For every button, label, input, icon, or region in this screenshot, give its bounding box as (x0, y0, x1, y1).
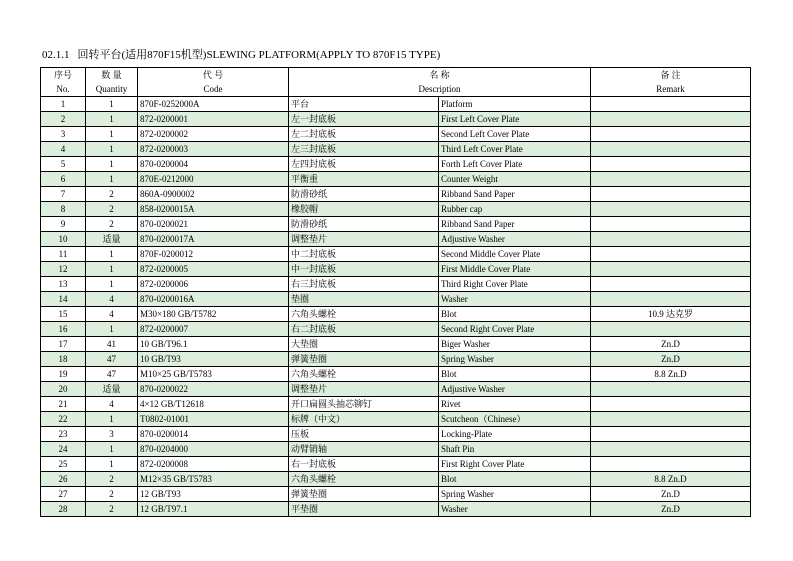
table-row (41, 157, 751, 172)
table-row (41, 202, 751, 217)
cell-code: 12 GB/T97.1 (138, 502, 289, 517)
cell-name-cn: 六角头螺栓 (289, 307, 439, 322)
cell-name-en: Counter Weight (439, 172, 591, 187)
cell-name-en: Spring Washer (439, 487, 591, 502)
cell-quantity: 41 (86, 337, 138, 352)
cell-name-cn: 左二封底板 (289, 127, 439, 142)
cell-name-en: Adjustive Washer (439, 232, 591, 247)
cell-code: 870-0204000 (138, 442, 289, 457)
cell-remark (591, 97, 751, 112)
cell-name-cn: 平垫圈 (289, 502, 439, 517)
cell-remark (591, 157, 751, 172)
cell-quantity: 1 (86, 442, 138, 457)
table-row (41, 172, 751, 187)
cell-no: 28 (41, 502, 86, 517)
cell-name-cn: 平衡重 (289, 172, 439, 187)
cell-no: 3 (41, 127, 86, 142)
cell-code: 10 GB/T96.1 (138, 337, 289, 352)
cell-name-cn: 防滑砂纸 (289, 217, 439, 232)
cell-remark (591, 457, 751, 472)
cell-remark (591, 172, 751, 187)
cell-remark (591, 322, 751, 337)
cell-name-en: Rubber cap (439, 202, 591, 217)
table-body (41, 97, 751, 517)
cell-no: 6 (41, 172, 86, 187)
cell-quantity: 2 (86, 487, 138, 502)
cell-quantity: 2 (86, 187, 138, 202)
cell-remark (591, 277, 751, 292)
cell-name-en: First Left Cover Plate (439, 112, 591, 127)
table-row (41, 442, 751, 457)
cell-quantity: 1 (86, 412, 138, 427)
table-row (41, 457, 751, 472)
cell-no: 27 (41, 487, 86, 502)
cell-remark (591, 112, 751, 127)
cell-name-en: First Right Cover Plate (439, 457, 591, 472)
cell-name-en: Shaft Pin (439, 442, 591, 457)
cell-code: M12×35 GB/T5783 (138, 472, 289, 487)
cell-name-en: Platform (439, 97, 591, 112)
cell-remark (591, 442, 751, 457)
cell-name-en: Second Right Cover Plate (439, 322, 591, 337)
cell-quantity: 适量 (86, 232, 138, 247)
header-code: 代 号 Code (138, 68, 289, 97)
cell-name-en: Adjustive Washer (439, 382, 591, 397)
cell-name-cn: 标牌（中文） (289, 412, 439, 427)
cell-name-en: Blot (439, 367, 591, 382)
cell-quantity: 4 (86, 397, 138, 412)
cell-code: M30×180 GB/T5782 (138, 307, 289, 322)
cell-name-en: Blot (439, 307, 591, 322)
header-quantity: 数 量 Quantity (86, 68, 138, 97)
cell-remark: Zn.D (591, 337, 751, 352)
cell-name-en: Forth Left Cover Plate (439, 157, 591, 172)
cell-name-cn: 左一封底板 (289, 112, 439, 127)
cell-remark (591, 217, 751, 232)
table-row (41, 292, 751, 307)
cell-code: M10×25 GB/T5783 (138, 367, 289, 382)
cell-quantity: 适量 (86, 382, 138, 397)
cell-remark (591, 232, 751, 247)
cell-remark (591, 202, 751, 217)
table-row (41, 337, 751, 352)
cell-quantity: 1 (86, 157, 138, 172)
cell-code: 870F-0200012 (138, 247, 289, 262)
cell-name-cn: 调整垫片 (289, 382, 439, 397)
cell-code: 870F-0252000A (138, 97, 289, 112)
cell-code: 872-0200007 (138, 322, 289, 337)
cell-no: 5 (41, 157, 86, 172)
cell-quantity: 2 (86, 502, 138, 517)
cell-remark (591, 247, 751, 262)
table-header-row (41, 68, 751, 97)
cell-remark: 8.8 Zn.D (591, 367, 751, 382)
cell-code: 870-0200014 (138, 427, 289, 442)
cell-no: 25 (41, 457, 86, 472)
cell-name-en: Locking-Plate (439, 427, 591, 442)
cell-no: 21 (41, 397, 86, 412)
cell-quantity: 4 (86, 307, 138, 322)
section-number: 02.1.1 (42, 49, 70, 61)
cell-remark (591, 262, 751, 277)
cell-no: 10 (41, 232, 86, 247)
cell-name-en: Washer (439, 502, 591, 517)
cell-name-cn: 压板 (289, 427, 439, 442)
table-row (41, 112, 751, 127)
cell-name-cn: 开口扁圆头抽芯铆钉 (289, 397, 439, 412)
cell-quantity: 1 (86, 247, 138, 262)
cell-name-cn: 防滑砂纸 (289, 187, 439, 202)
cell-remark (591, 127, 751, 142)
cell-remark (591, 412, 751, 427)
cell-name-cn: 动臂销轴 (289, 442, 439, 457)
cell-quantity: 1 (86, 112, 138, 127)
cell-name-cn: 中二封底板 (289, 247, 439, 262)
table-row (41, 322, 751, 337)
cell-no: 24 (41, 442, 86, 457)
cell-name-cn: 左三封底板 (289, 142, 439, 157)
table-row (41, 352, 751, 367)
cell-code: 4×12 GB/T12618 (138, 397, 289, 412)
section-title: 回转平台(适用870F15机型)SLEWING PLATFORM(APPLY TO 870F15 TYPE) (77, 49, 441, 61)
cell-name-en: Blot (439, 472, 591, 487)
cell-name-en: Spring Washer (439, 352, 591, 367)
table-row (41, 187, 751, 202)
cell-no: 15 (41, 307, 86, 322)
cell-name-cn: 弹簧垫圈 (289, 352, 439, 367)
cell-code: 872-0200002 (138, 127, 289, 142)
cell-name-en: Ribband Sand Paper (439, 217, 591, 232)
cell-name-cn: 左四封底板 (289, 157, 439, 172)
table-row (41, 262, 751, 277)
cell-name-cn: 六角头螺栓 (289, 367, 439, 382)
cell-name-cn: 中一封底板 (289, 262, 439, 277)
document-title (42, 46, 448, 62)
cell-code: 870E-0212000 (138, 172, 289, 187)
table-row (41, 277, 751, 292)
cell-no: 20 (41, 382, 86, 397)
cell-name-en: Second Left Cover Plate (439, 127, 591, 142)
cell-code: 870-0200004 (138, 157, 289, 172)
cell-code: 858-0200015A (138, 202, 289, 217)
cell-no: 9 (41, 217, 86, 232)
cell-no: 1 (41, 97, 86, 112)
cell-no: 17 (41, 337, 86, 352)
table-row (41, 217, 751, 232)
table-row (41, 502, 751, 517)
cell-code: T0802-01001 (138, 412, 289, 427)
cell-remark (591, 292, 751, 307)
cell-name-en: Washer (439, 292, 591, 307)
cell-remark (591, 397, 751, 412)
table-row (41, 97, 751, 112)
table-row (41, 367, 751, 382)
cell-remark (591, 142, 751, 157)
cell-remark: 8.8 Zn.D (591, 472, 751, 487)
cell-code: 870-0200017A (138, 232, 289, 247)
header-remark: 备 注 Remark (591, 68, 751, 97)
cell-remark (591, 187, 751, 202)
parts-table (40, 67, 751, 517)
cell-no: 14 (41, 292, 86, 307)
cell-code: 872-0200001 (138, 112, 289, 127)
cell-code: 870-0200021 (138, 217, 289, 232)
cell-remark: Zn.D (591, 487, 751, 502)
table-row (41, 397, 751, 412)
cell-name-cn: 弹簧垫圈 (289, 487, 439, 502)
cell-no: 13 (41, 277, 86, 292)
cell-name-en: First Middle Cover Plate (439, 262, 591, 277)
cell-no: 16 (41, 322, 86, 337)
cell-name-en: Ribband Sand Paper (439, 187, 591, 202)
cell-code: 872-0200006 (138, 277, 289, 292)
cell-quantity: 1 (86, 97, 138, 112)
cell-remark: Zn.D (591, 352, 751, 367)
cell-no: 8 (41, 202, 86, 217)
cell-quantity: 1 (86, 262, 138, 277)
cell-no: 23 (41, 427, 86, 442)
cell-name-en: Third Right Cover Plate (439, 277, 591, 292)
cell-quantity: 47 (86, 367, 138, 382)
cell-name-cn: 右三封底板 (289, 277, 439, 292)
cell-name-cn: 平台 (289, 97, 439, 112)
cell-no: 2 (41, 112, 86, 127)
cell-code: 860A-0900002 (138, 187, 289, 202)
table-row (41, 232, 751, 247)
cell-quantity: 1 (86, 277, 138, 292)
cell-quantity: 2 (86, 472, 138, 487)
cell-code: 872-0200005 (138, 262, 289, 277)
cell-quantity: 2 (86, 217, 138, 232)
cell-no: 26 (41, 472, 86, 487)
cell-remark (591, 382, 751, 397)
header-no: 序号 No. (41, 68, 86, 97)
cell-name-cn: 右一封底板 (289, 457, 439, 472)
table-row (41, 307, 751, 322)
table-row (41, 382, 751, 397)
cell-quantity: 1 (86, 142, 138, 157)
table-row (41, 427, 751, 442)
cell-name-cn: 调整垫片 (289, 232, 439, 247)
cell-remark: Zn.D (591, 502, 751, 517)
table-row (41, 127, 751, 142)
cell-code: 872-0200003 (138, 142, 289, 157)
cell-name-en: Second Middle Cover Plate (439, 247, 591, 262)
cell-code: 10 GB/T93 (138, 352, 289, 367)
table-row (41, 142, 751, 157)
cell-quantity: 4 (86, 292, 138, 307)
cell-no: 18 (41, 352, 86, 367)
cell-code: 12 GB/T93 (138, 487, 289, 502)
cell-no: 12 (41, 262, 86, 277)
cell-no: 19 (41, 367, 86, 382)
cell-code: 870-0200022 (138, 382, 289, 397)
cell-quantity: 1 (86, 172, 138, 187)
cell-quantity: 3 (86, 427, 138, 442)
cell-quantity: 47 (86, 352, 138, 367)
cell-quantity: 1 (86, 322, 138, 337)
cell-name-cn: 大垫圈 (289, 337, 439, 352)
cell-name-cn: 垫圈 (289, 292, 439, 307)
cell-name-en: Biger Washer (439, 337, 591, 352)
table-row (41, 412, 751, 427)
cell-no: 4 (41, 142, 86, 157)
cell-code: 870-0200016A (138, 292, 289, 307)
header-description: 名 称 Description (289, 68, 591, 97)
cell-name-en: Rivet (439, 397, 591, 412)
cell-name-en: Third Left Cover Plate (439, 142, 591, 157)
cell-remark (591, 427, 751, 442)
cell-code: 872-0200008 (138, 457, 289, 472)
cell-name-cn: 橡胶帽 (289, 202, 439, 217)
cell-no: 11 (41, 247, 86, 262)
table-row (41, 247, 751, 262)
cell-name-en: Scutcheon（Chinese） (439, 412, 591, 427)
cell-quantity: 2 (86, 202, 138, 217)
table-row (41, 472, 751, 487)
cell-no: 22 (41, 412, 86, 427)
table-row (41, 487, 751, 502)
cell-no: 7 (41, 187, 86, 202)
cell-name-cn: 六角头螺栓 (289, 472, 439, 487)
cell-quantity: 1 (86, 457, 138, 472)
cell-name-cn: 右二封底板 (289, 322, 439, 337)
cell-quantity: 1 (86, 127, 138, 142)
cell-remark: 10.9 达克罗 (591, 307, 751, 322)
